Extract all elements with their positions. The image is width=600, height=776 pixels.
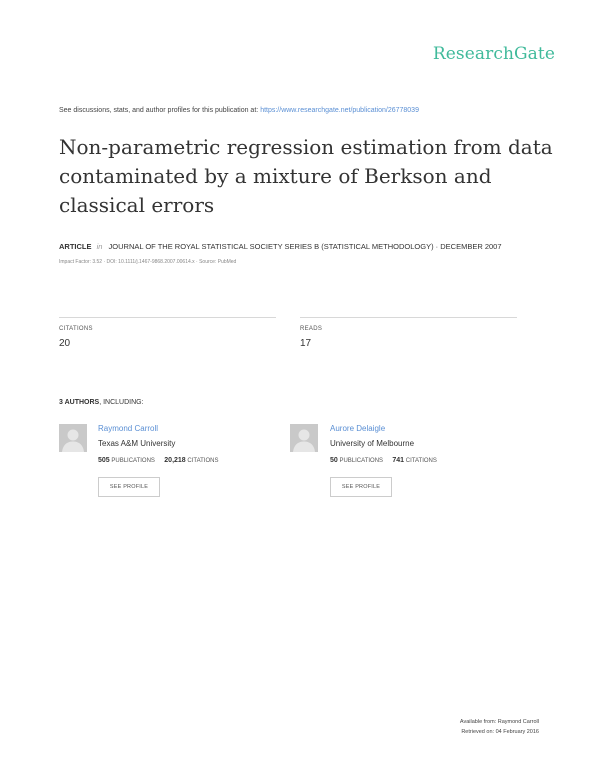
discussion-text: See discussions, stats, and author profiles for this publication at: bbox=[59, 107, 259, 114]
author-stats bbox=[98, 457, 288, 464]
authors-heading-suffix: , INCLUDING: bbox=[99, 399, 144, 406]
impact-line: Impact Factor: 3.52 · DOI: 10.1111/j.1467-9868.2007.00614.x · Source: PubMed bbox=[59, 259, 237, 265]
reads-stat bbox=[300, 317, 517, 349]
researchgate-logo[interactable]: ResearchGate bbox=[432, 44, 555, 64]
article-meta bbox=[59, 242, 502, 251]
avatar[interactable] bbox=[59, 424, 87, 452]
author-info bbox=[330, 424, 520, 490]
discussion-line bbox=[59, 107, 419, 114]
publication-link[interactable]: https://www.researchgate.net/publication/26778039 bbox=[260, 107, 419, 114]
publications-count: 505 bbox=[98, 457, 110, 464]
author-citations-label: CITATIONS bbox=[187, 458, 219, 464]
reads-label: READS bbox=[300, 326, 323, 332]
author-info bbox=[98, 424, 288, 490]
author-stats bbox=[330, 457, 520, 464]
author-institution: University of Melbourne bbox=[330, 439, 415, 448]
publication-title: Non-parametric regression estimation from data contaminated by a mixture of Berkson and classical errors bbox=[59, 135, 553, 217]
avatar[interactable] bbox=[290, 424, 318, 452]
available-from: Available from: Raymond Carroll bbox=[459, 719, 539, 725]
author-name-link[interactable]: Aurore Delaigle bbox=[330, 424, 386, 433]
citations-stat bbox=[59, 317, 276, 349]
reads-value: 17 bbox=[300, 338, 312, 349]
publications-label: PUBLICATIONS bbox=[339, 458, 384, 464]
see-profile-button[interactable]: SEE PROFILE bbox=[330, 477, 392, 497]
citations-label: CITATIONS bbox=[59, 326, 93, 332]
retrieved-on: Retrieved on: 04 February 2016 bbox=[461, 728, 539, 735]
publications-count: 50 bbox=[330, 457, 338, 464]
authors-heading bbox=[59, 399, 144, 406]
in-label: in bbox=[96, 242, 103, 251]
user-silhouette-icon bbox=[59, 424, 87, 452]
author-name-link[interactable]: Raymond Carroll bbox=[98, 424, 159, 433]
author-citations-count: 20,218 bbox=[164, 457, 186, 464]
publications-label: PUBLICATIONS bbox=[111, 458, 155, 464]
author-citations-label: CITATIONS bbox=[405, 458, 437, 464]
retrieval-footer bbox=[460, 718, 539, 737]
journal-venue: JOURNAL OF THE ROYAL STATISTICAL SOCIETY SERIES B (STATISTICAL METHODOLOGY) · DECEMBER 2007 bbox=[108, 242, 502, 251]
article-type: ARTICLE bbox=[59, 242, 92, 251]
author-institution: Texas A&M University bbox=[98, 439, 176, 448]
citations-value: 20 bbox=[59, 338, 71, 349]
see-profile-button[interactable]: SEE PROFILE bbox=[98, 477, 160, 497]
user-silhouette-icon bbox=[290, 424, 318, 452]
author-citations-count: 741 bbox=[392, 457, 405, 464]
authors-count: 3 AUTHORS bbox=[59, 399, 100, 406]
